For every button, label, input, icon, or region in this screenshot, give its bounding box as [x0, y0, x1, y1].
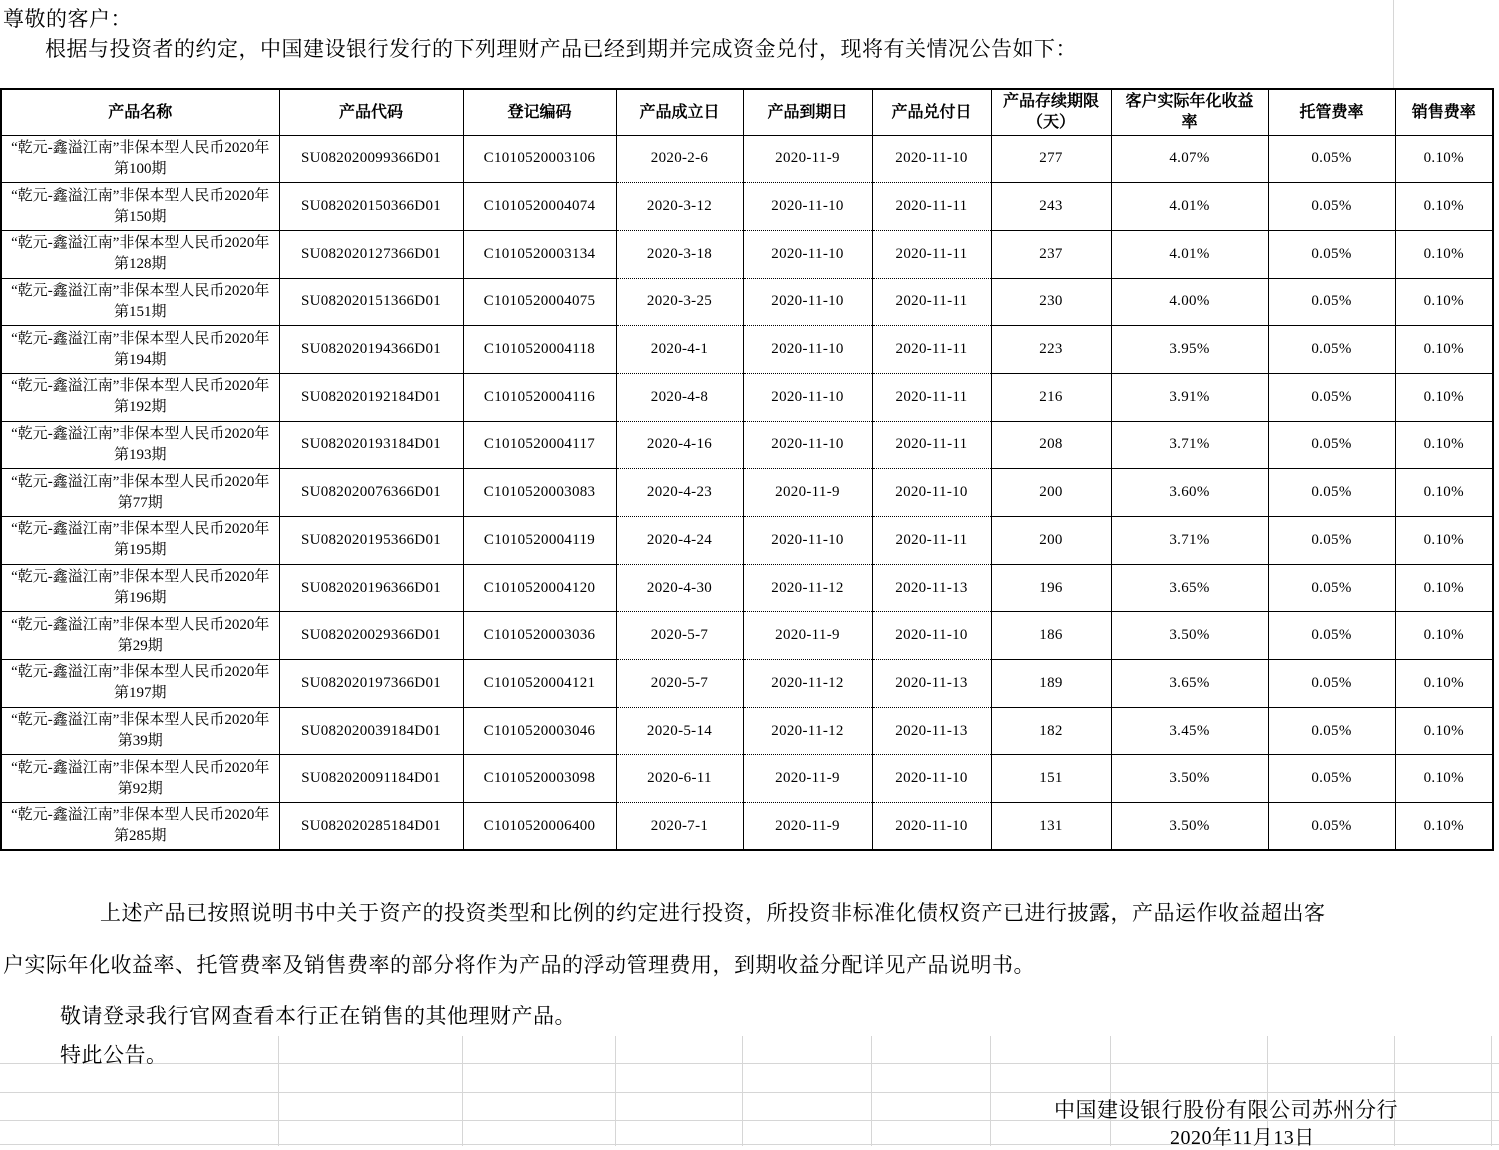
- establish-date-cell: 2020-6-11: [616, 755, 743, 803]
- excel-gridline-vertical: [278, 1036, 279, 1146]
- product-name-cell: “乾元-鑫溢江南”非保本型人民币2020年第194期: [1, 326, 279, 374]
- column-header: 产品兑付日: [872, 89, 991, 135]
- product-name-cell: “乾元-鑫溢江南”非保本型人民币2020年第39期: [1, 707, 279, 755]
- custody-fee-cell: 0.05%: [1268, 469, 1395, 517]
- column-header: 托管费率: [1268, 89, 1395, 135]
- registration-code-cell: C1010520004121: [463, 660, 616, 708]
- table-row: [1, 755, 1493, 803]
- product-code-cell: SU082020193184D01: [279, 421, 463, 469]
- maturity-date-cell: 2020-11-12: [743, 564, 872, 612]
- duration-days-cell: 151: [991, 755, 1111, 803]
- establish-date-cell: 2020-3-12: [616, 183, 743, 231]
- product-code-cell: SU082020076366D01: [279, 469, 463, 517]
- sales-fee-cell: 0.10%: [1395, 612, 1493, 660]
- sales-fee-cell: 0.10%: [1395, 803, 1493, 851]
- product-code-cell: SU082020029366D01: [279, 612, 463, 660]
- custody-fee-cell: 0.05%: [1268, 803, 1395, 851]
- establish-date-cell: 2020-3-18: [616, 230, 743, 278]
- custody-fee-cell: 0.05%: [1268, 230, 1395, 278]
- products-table: [0, 88, 1494, 851]
- registration-code-cell: C1010520003106: [463, 135, 616, 183]
- product-name-cell: “乾元-鑫溢江南”非保本型人民币2020年第128期: [1, 230, 279, 278]
- excel-gridline-vertical: [1393, 0, 1394, 88]
- product-name-cell: “乾元-鑫溢江南”非保本型人民币2020年第100期: [1, 135, 279, 183]
- excel-gridline-vertical: [615, 1036, 616, 1146]
- maturity-date-cell: 2020-11-9: [743, 612, 872, 660]
- duration-days-cell: 196: [991, 564, 1111, 612]
- establish-date-cell: 2020-7-1: [616, 803, 743, 851]
- annualized-yield-cell: 3.95%: [1111, 326, 1268, 374]
- product-code-cell: SU082020194366D01: [279, 326, 463, 374]
- table-row: [1, 517, 1493, 565]
- annualized-yield-cell: 4.01%: [1111, 183, 1268, 231]
- annualized-yield-cell: 3.50%: [1111, 612, 1268, 660]
- establish-date-cell: 2020-2-6: [616, 135, 743, 183]
- establish-date-cell: 2020-5-14: [616, 707, 743, 755]
- registration-code-cell: C1010520003036: [463, 612, 616, 660]
- duration-days-cell: 208: [991, 421, 1111, 469]
- sales-fee-cell: 0.10%: [1395, 564, 1493, 612]
- maturity-date-cell: 2020-11-9: [743, 469, 872, 517]
- sales-fee-cell: 0.10%: [1395, 373, 1493, 421]
- table-row: [1, 135, 1493, 183]
- table-row: [1, 373, 1493, 421]
- annualized-yield-cell: 4.00%: [1111, 278, 1268, 326]
- maturity-date-cell: 2020-11-12: [743, 660, 872, 708]
- payment-date-cell: 2020-11-10: [872, 755, 991, 803]
- maturity-date-cell: 2020-11-10: [743, 326, 872, 374]
- sales-fee-cell: 0.10%: [1395, 469, 1493, 517]
- annualized-yield-cell: 3.50%: [1111, 803, 1268, 851]
- signature-date: 2020年11月13日: [1170, 1127, 1315, 1149]
- maturity-date-cell: 2020-11-10: [743, 183, 872, 231]
- custody-fee-cell: 0.05%: [1268, 373, 1395, 421]
- payment-date-cell: 2020-11-11: [872, 326, 991, 374]
- sales-fee-cell: 0.10%: [1395, 517, 1493, 565]
- table-row: [1, 564, 1493, 612]
- custody-fee-cell: 0.05%: [1268, 707, 1395, 755]
- custody-fee-cell: 0.05%: [1268, 421, 1395, 469]
- product-code-cell: SU082020099366D01: [279, 135, 463, 183]
- custody-fee-cell: 0.05%: [1268, 660, 1395, 708]
- payment-date-cell: 2020-11-13: [872, 564, 991, 612]
- establish-date-cell: 2020-4-16: [616, 421, 743, 469]
- product-name-cell: “乾元-鑫溢江南”非保本型人民币2020年第92期: [1, 755, 279, 803]
- duration-days-cell: 200: [991, 469, 1111, 517]
- annualized-yield-cell: 4.01%: [1111, 230, 1268, 278]
- custody-fee-cell: 0.05%: [1268, 612, 1395, 660]
- excel-gridline-horizontal: [0, 1063, 1499, 1064]
- sales-fee-cell: 0.10%: [1395, 230, 1493, 278]
- registration-code-cell: C1010520004074: [463, 183, 616, 231]
- payment-date-cell: 2020-11-11: [872, 517, 991, 565]
- annualized-yield-cell: 3.91%: [1111, 373, 1268, 421]
- product-code-cell: SU082020091184D01: [279, 755, 463, 803]
- payment-date-cell: 2020-11-11: [872, 373, 991, 421]
- maturity-date-cell: 2020-11-10: [743, 373, 872, 421]
- table-row: [1, 230, 1493, 278]
- excel-gridline-vertical: [742, 1036, 743, 1146]
- maturity-date-cell: 2020-11-9: [743, 755, 872, 803]
- announcement-intro: 根据与投资者的约定，中国建设银行发行的下列理财产品已经到期并完成资金兑付，现将有关情况公告如下：: [45, 37, 1077, 61]
- establish-date-cell: 2020-5-7: [616, 660, 743, 708]
- product-name-cell: “乾元-鑫溢江南”非保本型人民币2020年第285期: [1, 803, 279, 851]
- excel-gridline-horizontal: [0, 1092, 1499, 1093]
- registration-code-cell: C1010520003098: [463, 755, 616, 803]
- payment-date-cell: 2020-11-10: [872, 612, 991, 660]
- sales-fee-cell: 0.10%: [1395, 421, 1493, 469]
- maturity-date-cell: 2020-11-10: [743, 421, 872, 469]
- registration-code-cell: C1010520004118: [463, 326, 616, 374]
- annualized-yield-cell: 3.50%: [1111, 755, 1268, 803]
- registration-code-cell: C1010520004119: [463, 517, 616, 565]
- product-code-cell: SU082020192184D01: [279, 373, 463, 421]
- excel-gridline-vertical: [1394, 1036, 1395, 1146]
- column-header: 产品代码: [279, 89, 463, 135]
- sales-fee-cell: 0.10%: [1395, 278, 1493, 326]
- product-code-cell: SU082020196366D01: [279, 564, 463, 612]
- note-investment-line2: 户实际年化收益率、托管费率及销售费率的部分将作为产品的浮动管理费用，到期收益分配详见产品说明书。: [3, 953, 1035, 977]
- note-investment-line1: 上述产品已按照说明书中关于资产的投资类型和比例的约定进行投资，所投资非标准化债权资产已进行披露，产品运作收益超出客: [100, 901, 1326, 925]
- registration-code-cell: C1010520004075: [463, 278, 616, 326]
- maturity-date-cell: 2020-11-10: [743, 278, 872, 326]
- custody-fee-cell: 0.05%: [1268, 755, 1395, 803]
- establish-date-cell: 2020-4-23: [616, 469, 743, 517]
- registration-code-cell: C1010520006400: [463, 803, 616, 851]
- payment-date-cell: 2020-11-10: [872, 135, 991, 183]
- annualized-yield-cell: 3.65%: [1111, 660, 1268, 708]
- custody-fee-cell: 0.05%: [1268, 517, 1395, 565]
- establish-date-cell: 2020-3-25: [616, 278, 743, 326]
- sales-fee-cell: 0.10%: [1395, 660, 1493, 708]
- column-header: 产品到期日: [743, 89, 872, 135]
- duration-days-cell: 243: [991, 183, 1111, 231]
- payment-date-cell: 2020-11-10: [872, 469, 991, 517]
- duration-days-cell: 237: [991, 230, 1111, 278]
- duration-days-cell: 200: [991, 517, 1111, 565]
- establish-date-cell: 2020-4-24: [616, 517, 743, 565]
- registration-code-cell: C1010520003134: [463, 230, 616, 278]
- sales-fee-cell: 0.10%: [1395, 326, 1493, 374]
- product-code-cell: SU082020039184D01: [279, 707, 463, 755]
- payment-date-cell: 2020-11-10: [872, 803, 991, 851]
- payment-date-cell: 2020-11-11: [872, 421, 991, 469]
- registration-code-cell: C1010520004120: [463, 564, 616, 612]
- product-code-cell: SU082020127366D01: [279, 230, 463, 278]
- annualized-yield-cell: 3.71%: [1111, 517, 1268, 565]
- establish-date-cell: 2020-4-8: [616, 373, 743, 421]
- column-header: 产品名称: [1, 89, 279, 135]
- duration-days-cell: 131: [991, 803, 1111, 851]
- column-header: 客户实际年化收益率: [1111, 89, 1268, 135]
- sales-fee-cell: 0.10%: [1395, 135, 1493, 183]
- table-row: [1, 421, 1493, 469]
- product-name-cell: “乾元-鑫溢江南”非保本型人民币2020年第195期: [1, 517, 279, 565]
- payment-date-cell: 2020-11-13: [872, 707, 991, 755]
- annualized-yield-cell: 3.65%: [1111, 564, 1268, 612]
- duration-days-cell: 223: [991, 326, 1111, 374]
- column-header: 产品成立日: [616, 89, 743, 135]
- sales-fee-cell: 0.10%: [1395, 183, 1493, 231]
- product-name-cell: “乾元-鑫溢江南”非保本型人民币2020年第197期: [1, 660, 279, 708]
- registration-code-cell: C1010520004116: [463, 373, 616, 421]
- payment-date-cell: 2020-11-11: [872, 183, 991, 231]
- excel-gridline-vertical: [462, 1036, 463, 1146]
- payment-date-cell: 2020-11-13: [872, 660, 991, 708]
- custody-fee-cell: 0.05%: [1268, 135, 1395, 183]
- annualized-yield-cell: 4.07%: [1111, 135, 1268, 183]
- signature-company: 中国建设银行股份有限公司苏州分行: [1054, 1098, 1398, 1122]
- table-row: [1, 803, 1493, 851]
- product-name-cell: “乾元-鑫溢江南”非保本型人民币2020年第151期: [1, 278, 279, 326]
- establish-date-cell: 2020-4-1: [616, 326, 743, 374]
- custody-fee-cell: 0.05%: [1268, 564, 1395, 612]
- excel-gridline-vertical: [871, 1036, 872, 1146]
- table-row: [1, 469, 1493, 517]
- annualized-yield-cell: 3.60%: [1111, 469, 1268, 517]
- product-code-cell: SU082020197366D01: [279, 660, 463, 708]
- product-name-cell: “乾元-鑫溢江南”非保本型人民币2020年第150期: [1, 183, 279, 231]
- table-row: [1, 707, 1493, 755]
- establish-date-cell: 2020-5-7: [616, 612, 743, 660]
- duration-days-cell: 216: [991, 373, 1111, 421]
- custody-fee-cell: 0.05%: [1268, 326, 1395, 374]
- payment-date-cell: 2020-11-11: [872, 230, 991, 278]
- product-code-cell: SU082020150366D01: [279, 183, 463, 231]
- duration-days-cell: 277: [991, 135, 1111, 183]
- product-name-cell: “乾元-鑫溢江南”非保本型人民币2020年第192期: [1, 373, 279, 421]
- maturity-date-cell: 2020-11-9: [743, 803, 872, 851]
- maturity-date-cell: 2020-11-10: [743, 517, 872, 565]
- table-header-row: [1, 89, 1493, 135]
- establish-date-cell: 2020-4-30: [616, 564, 743, 612]
- maturity-date-cell: 2020-11-10: [743, 230, 872, 278]
- custody-fee-cell: 0.05%: [1268, 278, 1395, 326]
- registration-code-cell: C1010520003046: [463, 707, 616, 755]
- excel-gridline-vertical: [990, 1036, 991, 1146]
- table-body: [1, 135, 1493, 850]
- maturity-date-cell: 2020-11-12: [743, 707, 872, 755]
- product-name-cell: “乾元-鑫溢江南”非保本型人民币2020年第77期: [1, 469, 279, 517]
- table-row: [1, 278, 1493, 326]
- column-header: 产品存续期限（天）: [991, 89, 1111, 135]
- product-name-cell: “乾元-鑫溢江南”非保本型人民币2020年第196期: [1, 564, 279, 612]
- sales-fee-cell: 0.10%: [1395, 707, 1493, 755]
- product-code-cell: SU082020285184D01: [279, 803, 463, 851]
- table-row: [1, 612, 1493, 660]
- customer-salutation: 尊敬的客户：: [3, 7, 132, 31]
- table-row: [1, 660, 1493, 708]
- duration-days-cell: 230: [991, 278, 1111, 326]
- product-code-cell: SU082020195366D01: [279, 517, 463, 565]
- custody-fee-cell: 0.05%: [1268, 183, 1395, 231]
- payment-date-cell: 2020-11-11: [872, 278, 991, 326]
- annualized-yield-cell: 3.71%: [1111, 421, 1268, 469]
- duration-days-cell: 189: [991, 660, 1111, 708]
- table-row: [1, 326, 1493, 374]
- registration-code-cell: C1010520004117: [463, 421, 616, 469]
- duration-days-cell: 186: [991, 612, 1111, 660]
- excel-gridline-vertical: [1491, 1036, 1492, 1146]
- note-closing: 特此公告。: [60, 1043, 168, 1067]
- duration-days-cell: 182: [991, 707, 1111, 755]
- product-name-cell: “乾元-鑫溢江南”非保本型人民币2020年第193期: [1, 421, 279, 469]
- excel-gridline-vertical: [1110, 1036, 1111, 1146]
- table-row: [1, 183, 1493, 231]
- column-header: 销售费率: [1395, 89, 1493, 135]
- maturity-date-cell: 2020-11-9: [743, 135, 872, 183]
- sales-fee-cell: 0.10%: [1395, 755, 1493, 803]
- product-name-cell: “乾元-鑫溢江南”非保本型人民币2020年第29期: [1, 612, 279, 660]
- product-code-cell: SU082020151366D01: [279, 278, 463, 326]
- column-header: 登记编码: [463, 89, 616, 135]
- annualized-yield-cell: 3.45%: [1111, 707, 1268, 755]
- registration-code-cell: C1010520003083: [463, 469, 616, 517]
- note-website: 敬请登录我行官网查看本行正在销售的其他理财产品。: [60, 1004, 576, 1028]
